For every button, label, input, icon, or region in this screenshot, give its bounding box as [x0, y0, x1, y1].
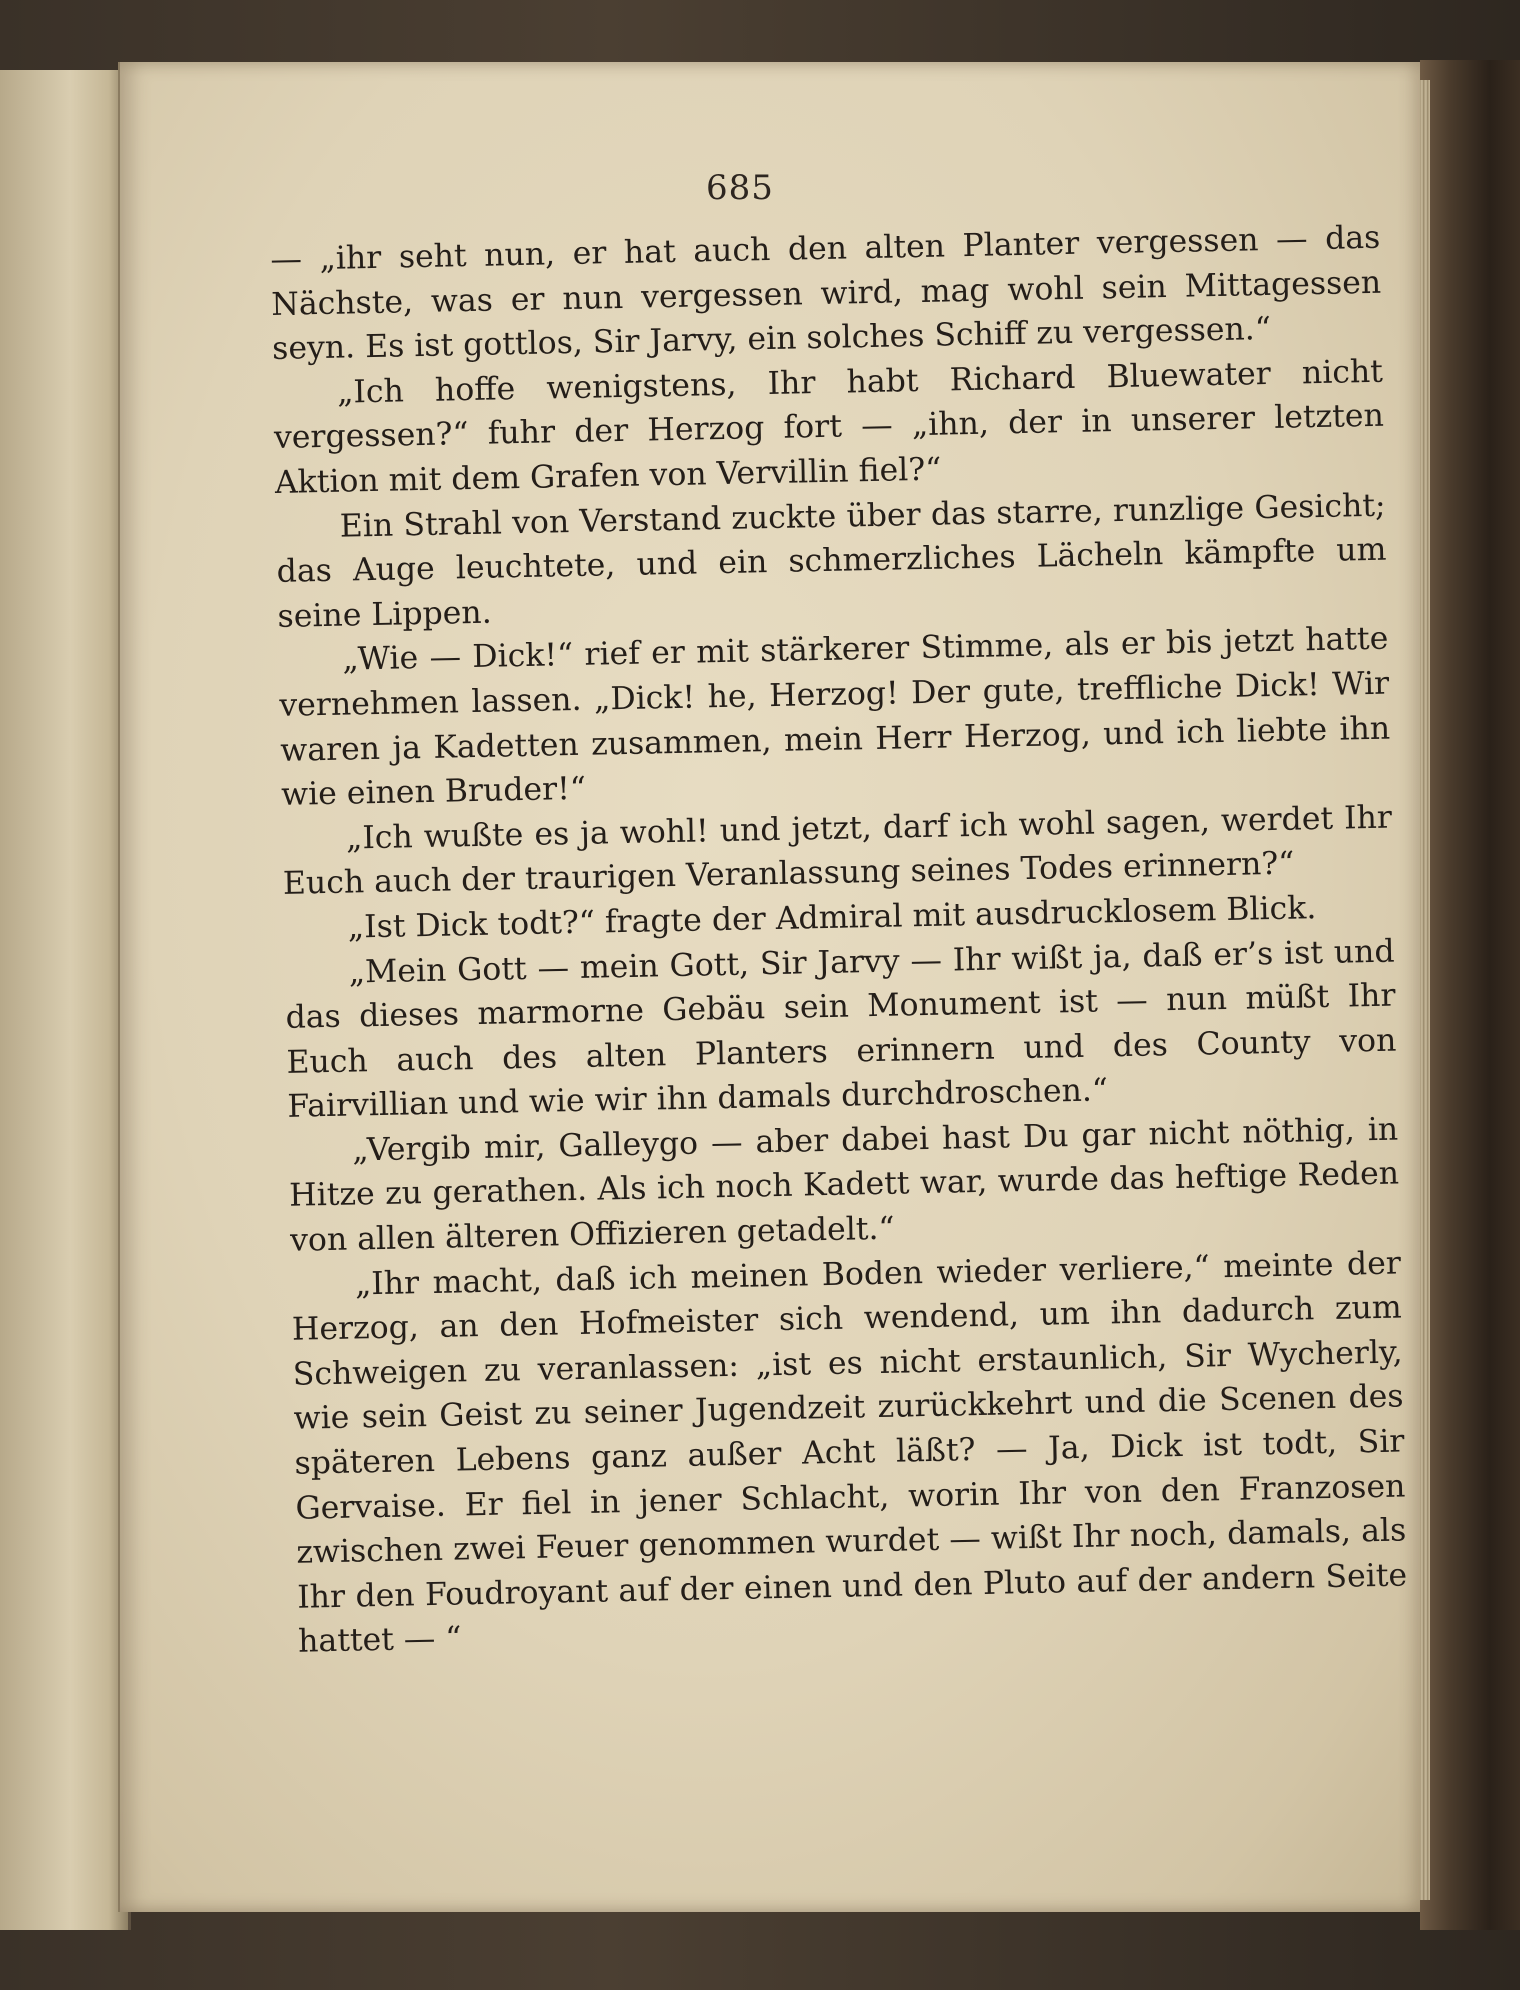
paragraph: „Mein Gott — mein Gott, Sir Jarvy — Ihr wißt ja, daß er’s ist und das dieses marmorne Gebäu sein Monument ist — nun müßt Ihr Euch auch des alten Planters erinnern und des County von Fairvillian und wie wir ihn damals durchdroschen.“ — [285, 933, 1397, 1126]
paragraph: „Wie — Dick!“ rief er mit stärkerer Stimme, als er bis jetzt hatte vernehmen lassen. „Dick! he, Herzog! Der gute, treffliche Dick! Wir waren ja Kadetten zusammen, mein Herr Herzog, und ich liebte ihn wie einen Bruder!“ — [279, 620, 1391, 814]
page-text — [270, 216, 1408, 1665]
paragraph: „Ich hoffe wenigstens, Ihr habt Richard Bluewater nicht vergessen?“ fuhr der Herzog fort — „ihn, der in unserer letzten Aktion mit dem Grafen von Vervillin fiel?“ — [273, 353, 1385, 501]
paragraph: Ein Strahl von Verstand zuckte über das starre, runzlige Gesicht; das Auge leuchtete, und ein schmerzliches Lächeln kämpfte um seine Lippen. — [276, 487, 1387, 635]
paragraph: „Ihr macht, daß ich meinen Boden wieder verliere,“ meinte der Herzog, an den Hofmeister sich wendend, um ihn dadurch zum Schweigen zu veranlassen: „ist es nicht erstaunlich, Sir Wycherly, wie sein Geist zu seiner Jugendzeit zurückkehrt und die Scenen des späteren Lebens ganz außer Acht läßt? — Ja, Dick ist todt, Sir Gervaise. Er fiel in jener Schlacht, worin Ihr von den Franzosen zwischen zwei Feuer genommen wurdet — wißt Ihr noch, damals, als Ihr den Foudroyant auf der einen und den Pluto auf der andern Seite hattet — “ — [291, 1245, 1408, 1661]
book-cover-edge — [1420, 60, 1520, 1930]
paragraph: „Ich wußte es ja wohl! und jetzt, darf ich wohl sagen, werdet Ihr Euch auch der traurigen Veranlassung seines Todes erinnern?“ — [282, 799, 1393, 903]
book-page — [118, 62, 1420, 1912]
page-number: 685 — [706, 168, 774, 208]
paragraph: „Vergib mir, Galleygo — aber dabei hast Du gar nicht nöthig, in Hitze zu gerathen. Als ich noch Kadett war, wurde das heftige Reden von allen älteren Offizieren getadelt.“ — [288, 1111, 1400, 1259]
paragraph: — „ihr seht nun, er hat auch den alten Planter vergessen — das Nächste, was er nun vergessen wird, mag wohl sein Mittagessen seyn. Es ist gottlos, Sir Jarvy, ein solches Schiff zu vergessen.“ — [270, 219, 1382, 368]
facing-page-edge — [0, 70, 131, 1930]
paragraph: „Ist Dick todt?“ fragte der Admiral mit ausdrucklosem Blick. — [347, 890, 1317, 946]
